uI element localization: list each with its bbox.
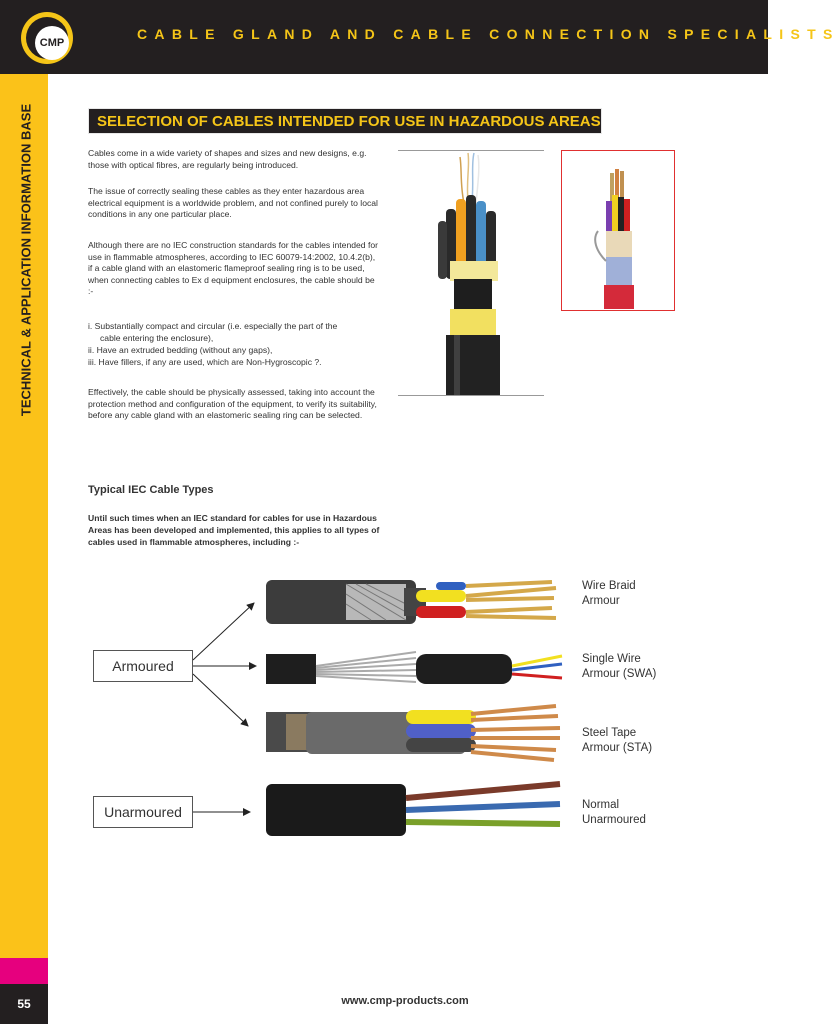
cable-label-swa <box>582 652 656 682</box>
cable-types-intro: Until such times when an IEC standard for cables for use in Hazardous Areas has been developed and implemented, this applies to all types of cables used in flammable atmospheres, including :- <box>88 513 380 547</box>
wire-braid-cable-image <box>266 576 562 636</box>
label-line: Steel Tape <box>582 727 637 739</box>
paragraph-2: The issue of correctly sealing these cables as they enter hazardous area electrical equipment is a worldwide problem, and not confined purely to local conditions in any one particular place. <box>88 186 378 220</box>
unarmoured-cable-image <box>266 778 562 840</box>
paragraph-3: Although there are no IEC construction standards for the cables intended for use in flammable atmospheres, according to IEC 60079-14:2002, 10.4.2(b), if a cable gland with an elastomeric flameproof sealing ring is to be used, when connecting cables to Ex d equipment enclosures, the cable should be :- <box>88 240 378 297</box>
label-line: Armour <box>582 595 620 607</box>
label-line: Unarmoured <box>582 814 646 826</box>
single-wire-armour-cable-image <box>266 644 562 690</box>
header-tagline: CABLE GLAND AND CABLE CONNECTION SPECIALISTS <box>137 26 840 42</box>
paragraph-1: Cables come in a wide variety of shapes and sizes and new designs, e.g. those with optical fibres, are regularly being introduced. <box>88 148 367 170</box>
list-item: ii. Have an extruded bedding (without any gaps), <box>88 345 273 355</box>
footer-url[interactable]: www.cmp-products.com <box>341 995 469 1007</box>
steel-tape-armour-cable-image <box>266 702 562 766</box>
page-number: 55 <box>0 984 48 1024</box>
label-line: Armour (STA) <box>582 742 653 754</box>
list-item: i. Substantially compact and circular (i.e. especially the part of the <box>88 321 338 331</box>
label-line: Armour (SWA) <box>582 668 657 680</box>
armoured-group-label: Armoured <box>93 650 193 682</box>
logo-text: CMP <box>39 37 65 49</box>
cable-label-unarmoured <box>582 798 646 828</box>
cable-types-heading: Typical IEC Cable Types <box>88 484 214 496</box>
list-item: iii. Have fillers, if any are used, which are Non-Hygroscopic ?. <box>88 357 322 367</box>
cable-label-wire-braid <box>582 579 636 609</box>
unarmoured-group-label: Unarmoured <box>93 796 193 828</box>
section-heading: SELECTION OF CABLES INTENDED FOR USE IN HAZARDOUS AREAS <box>88 108 602 134</box>
list-item: cable entering the enclosure), <box>100 333 214 343</box>
label-line: Normal <box>582 799 620 811</box>
cable-label-sta <box>582 726 652 756</box>
paragraph-4: Effectively, the cable should be physically assessed, taking into account the protection method and configuration of the equipment, to verify its suitability, before any cable gland with an elastomeric sealing ring can be selected. <box>88 387 377 421</box>
sidebar-title-text: TECHNICAL & APPLICATION INFORMATION BASE <box>18 103 34 417</box>
label-line: Single Wire <box>582 653 641 665</box>
label-line: Wire Braid <box>582 580 636 592</box>
